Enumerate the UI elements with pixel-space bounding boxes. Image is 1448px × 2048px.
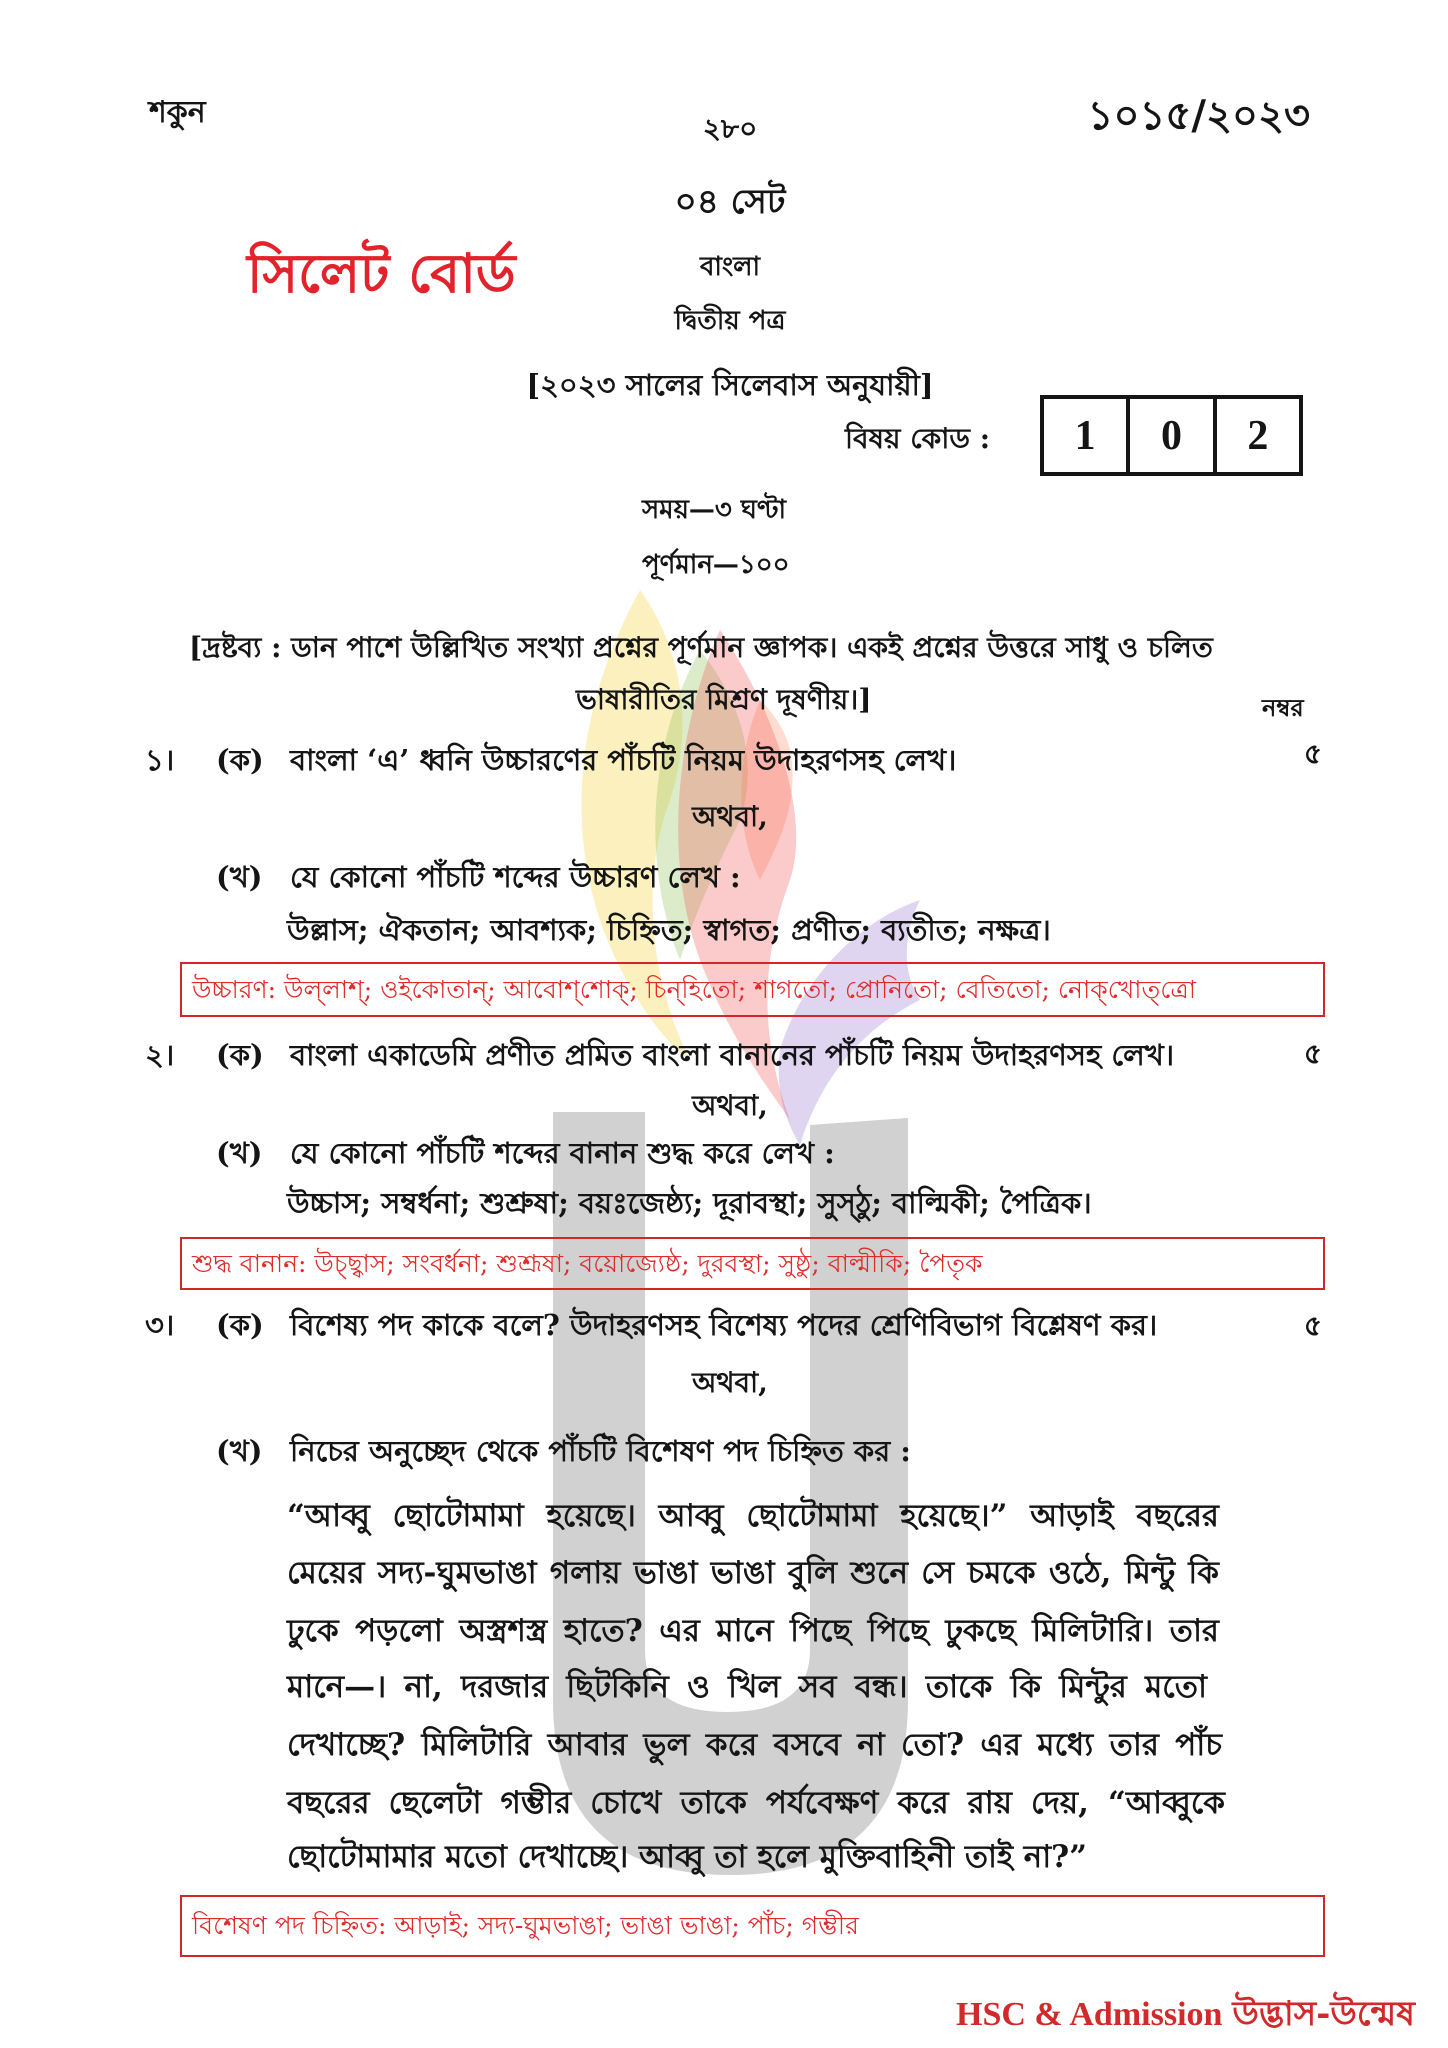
or-label: অথবা,	[692, 800, 768, 833]
subject-code-digit: 2	[1247, 412, 1269, 459]
paper-name: দ্বিতীয় পত্র	[674, 306, 786, 336]
paragraph-line: ছোটোমামার মতো দেখাচ্ছে। আব্বু তা হলে মুক্তিবাহিনী তাই না?”	[287, 1839, 1087, 1875]
paragraph-line: বছরের ছেলেটা গম্ভীর চোখে তাকে পর্যবেক্ষণ করে রায় দেয়, “আব্বুকে	[287, 1785, 1225, 1821]
exam-time: সময়—৩ ঘণ্টা	[642, 495, 787, 525]
paragraph-line: মেয়ের সদ্য-ঘুমভাঙা গলায় ভাঙা ভাঙা বুলি শুনে সে চমকে ওঠে, মিন্টু কি	[287, 1555, 1219, 1591]
subject-name: বাংলা	[699, 252, 761, 282]
paragraph-line: “আব্বু ছোটোমামা হয়েছে। আব্বু ছোটোমামা হয়েছে।” আড়াই বছরের	[287, 1498, 1219, 1534]
word-list: উল্লাস; ঐকতান; আবশ্যক; চিহ্নিত; স্বাগত; প্রণীত; ব্যতীত; নক্ষত্র।	[287, 913, 1051, 947]
footer-brand-latin: HSC & Admission	[956, 1996, 1223, 2033]
question-number: ২।	[145, 1038, 175, 1072]
question-part-a-text: বিশেষ্য পদ কাকে বলে? উদাহরণসহ বিশেষ্য পদের শ্রেণিবিভাগ বিশ্লেষণ কর।	[290, 1308, 1158, 1342]
footer-brand	[860, 1994, 1415, 2036]
or-label: অথবা,	[692, 1366, 768, 1399]
or-label: অথবা,	[692, 1089, 768, 1122]
subject-code-label: বিষয় কোড :	[845, 422, 991, 455]
full-marks: পূর্ণমান—১০০	[642, 550, 790, 580]
question-part-a-text: বাংলা ‘এ’ ধ্বনি উচ্চারণের পাঁচটি নিয়ম উদাহরণসহ লেখ।	[290, 743, 957, 777]
answer-text: বিশেষণ পদ চিহ্নিত: আড়াই; সদ্য-ঘুমভাঙা; ভাঙা ভাঙা; পাঁচ; গম্ভীর	[192, 1911, 859, 1940]
question-part-a-label: (ক)	[216, 1038, 264, 1072]
serial-year: ১০১৫/২০২৩	[1087, 92, 1310, 139]
question-number: ১।	[145, 743, 175, 777]
question-part-b-text: নিচের অনুচ্ছেদ থেকে পাঁচটি বিশেষণ পদ চিহ্নিত কর :	[290, 1434, 911, 1468]
question-part-b-label: (খ)	[216, 1434, 263, 1468]
question-part-b-text: যে কোনো পাঁচটি শব্দের উচ্চারণ লেখ :	[290, 860, 741, 894]
question-number: ৩।	[145, 1308, 175, 1342]
question-marks: ৫	[1303, 1309, 1323, 1342]
marks-column-heading: নম্বর	[1262, 693, 1304, 722]
word-list: উচ্চাস; সম্বর্ধনা; শুশ্রুষা; বয়ঃজেষ্ঠ্য; দূরাবস্থা; সুস্ঠু; বাল্মিকী; পৈত্রিক।	[287, 1186, 1092, 1220]
question-part-a-text: বাংলা একাডেমি প্রণীত প্রমিত বাংলা বানানের পাঁচটি নিয়ম উদাহরণসহ লেখ।	[290, 1038, 1175, 1072]
question-part-b-label: (খ)	[216, 1136, 263, 1170]
paragraph-line: ঢুকে পড়লো অস্ত্রশস্ত্র হাতে? এর মানে পিছে পিছে ঢুকছে মিলিটারি। তার	[287, 1613, 1219, 1649]
set-label: ০৪ সেট	[674, 182, 786, 222]
answer-text: শুদ্ধ বানান: উচ্ছ্বাস; সংবর্ধনা; শুশ্রূষা; বয়োজ্যেষ্ঠ; দুরবস্থা; সুষ্ঠু; বাল্মীকি; পৈতৃক	[192, 1249, 983, 1278]
question-part-b-label: (খ)	[216, 860, 263, 894]
question-part-a-label: (ক)	[216, 1308, 264, 1342]
page-number: ২৮০	[702, 112, 758, 145]
answer-box	[180, 1237, 1325, 1290]
question-part-b-text: যে কোনো পাঁচটি শব্দের বানান শুদ্ধ করে লেখ :	[290, 1136, 835, 1170]
question-marks: ৫	[1303, 1037, 1323, 1070]
subject-code-digit: 1	[1044, 399, 1130, 472]
answer-box	[180, 1895, 1325, 1957]
question-part-a-label: (ক)	[216, 743, 264, 777]
subject-code-digit: 0	[1130, 399, 1216, 472]
question-marks: ৫	[1303, 737, 1323, 770]
top-left-label: শকুন	[149, 95, 206, 130]
paragraph-line: মানে—। না, দরজার ছিটকিনি ও খিল সব বন্ধ। তাকে কি মিন্টুর মতো	[287, 1669, 1207, 1705]
answer-box	[180, 962, 1325, 1017]
instruction-line-1: [দ্রষ্টব্য : ডান পাশে উল্লিখিত সংখ্যা প্রশ্নের পূর্ণমান জ্ঞাপক। একই প্রশ্নের উত্তরে সাধু ও চলিত	[189, 631, 1213, 664]
syllabus-note: [২০২৩ সালের সিলেবাস অনুযায়ী]	[526, 368, 934, 402]
instruction-line-2: ভাষারীতির মিশ্রণ দূষণীয়।]	[576, 683, 872, 716]
subject-code-box	[1040, 395, 1303, 476]
board-title: সিলেট বোর্ড	[247, 241, 516, 305]
paragraph-line: দেখাচ্ছে? মিলিটারি আবার ভুল করে বসবে না তো? এর মধ্যে তার পাঁচ	[287, 1727, 1222, 1763]
answer-text: উচ্চারণ: উল্‌লাশ্‌; ওইকোতান্‌; আবোশ্‌শোক্‌; চিন্‌হিতো; শাগতো; প্রোনিতো; বেতিতো; নোক্‌খোত্‌ত্রো	[192, 975, 1197, 1004]
footer-brand-bengali: উদ্ভাস-উন্মেষ	[1232, 1994, 1415, 2034]
